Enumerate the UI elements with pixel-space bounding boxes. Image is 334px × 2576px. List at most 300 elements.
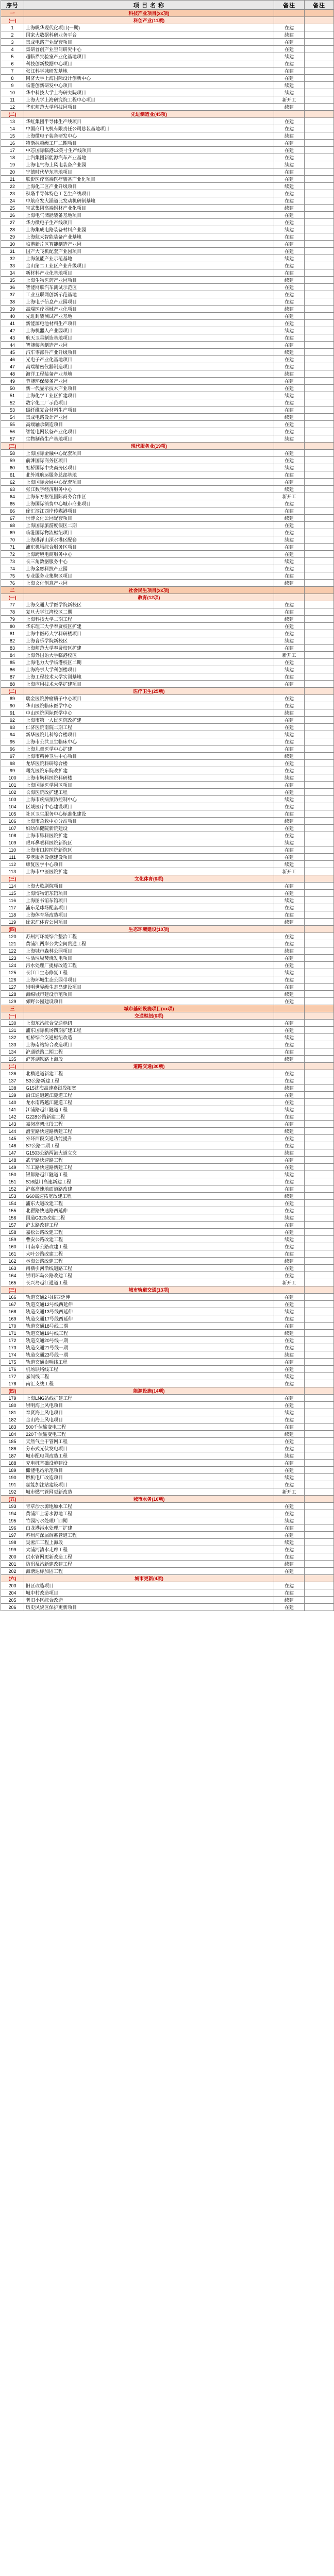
table-row [1,1597,334,1604]
row-number: 195 [1,1517,24,1524]
table-row [1,709,334,717]
project-name: 轨道交通17号线西延伸 [24,1315,274,1323]
row-number: 76 [1,580,24,587]
project-name: 上海市中医医院扩建 [24,868,274,875]
table-row [1,1409,334,1416]
project-name: 国道G320改建工程 [24,1214,274,1222]
row-number: 153 [1,1193,24,1200]
project-remark [305,464,334,471]
project-name: 瑞金医院肿瘤质子中心项目 [24,695,274,702]
project-remark [305,1272,334,1279]
project-status: 在建 [274,1272,305,1279]
project-name: 仁济医院南院二期工程 [24,724,274,731]
table-row [1,1258,334,1265]
row-number: 48 [1,370,24,378]
project-status: 在建 [274,479,305,486]
row-number: 94 [1,731,24,738]
category-row [1,1012,334,1020]
project-status: 续建 [274,616,305,623]
project-remark [305,1250,334,1258]
project-remark [305,1099,334,1106]
project-remark [305,212,334,219]
table-row [1,39,334,46]
row-number: 173 [1,1344,24,1351]
project-remark [305,955,334,962]
project-name: 华东师范大学科技园项目 [24,104,274,111]
row-number: 86 [1,666,24,673]
row-number: 162 [1,1258,24,1265]
project-status: 续建 [274,536,305,544]
project-name: 曹安公路改建工程 [24,1236,274,1243]
project-status: 在建 [274,825,305,832]
table-row [1,1380,334,1387]
project-remark [305,1200,334,1207]
project-name: 高端轴承制造项目 [24,421,274,428]
table-row [1,60,334,67]
project-status: 在建 [274,601,305,608]
table-row [1,190,334,197]
project-remark [305,277,334,284]
project-remark [305,1589,334,1597]
project-name: 上海电气海上风电装备产业园 [24,161,274,168]
row-number: 174 [1,1351,24,1359]
table-row [1,1431,334,1438]
project-status: 在建 [274,168,305,176]
category-project-status [274,111,305,118]
category-row-number: (三) [1,1286,24,1294]
table-row [1,1373,334,1380]
project-name: 世博文化公园配套项目 [24,515,274,522]
category-row [1,111,334,118]
project-status: 在建 [274,976,305,984]
project-name: 上海外国语大学临港校区 [24,652,274,659]
project-name: 上海市急救中心分站项目 [24,818,274,825]
project-status: 在建 [274,233,305,241]
table-row [1,810,334,818]
project-name: 特斯拉超级工厂二期项目 [24,140,274,147]
project-remark [305,262,334,269]
project-remark [305,551,334,558]
table-row [1,1330,334,1337]
project-remark [305,1128,334,1135]
row-number: 189 [1,1467,24,1474]
table-row [1,803,334,810]
project-name: 大叶公路改建工程 [24,1250,274,1258]
row-number: 54 [1,414,24,421]
row-number: 135 [1,1056,24,1063]
project-remark [305,298,334,306]
category-project-remark [305,17,334,24]
project-status: 续建 [274,1517,305,1524]
project-status: 续建 [274,1597,305,1604]
project-status: 续建 [274,1193,305,1200]
project-name: 复旦大学江湾校区二期 [24,608,274,616]
project-name: 汽车零部件产业升级项目 [24,349,274,356]
table-row [1,291,334,298]
table-row [1,940,334,947]
project-name: 浦东大道改建工程 [24,1200,274,1207]
project-status: 续建 [274,1171,305,1178]
project-name: 妇幼保健院新院建设 [24,825,274,832]
project-status: 在建 [274,1423,305,1431]
category-row-number: (三) [1,443,24,450]
project-remark [305,96,334,104]
table-row [1,1474,334,1481]
row-number: 7 [1,67,24,75]
project-status: 续建 [274,1056,305,1063]
project-remark [305,269,334,277]
project-name: 上海化工区产业升级项目 [24,183,274,190]
row-number: 14 [1,125,24,132]
table-row [1,702,334,709]
row-number: 38 [1,298,24,306]
project-name: 上海文化创意产业园 [24,580,274,587]
project-status: 在建 [274,1099,305,1106]
project-remark [305,774,334,782]
project-status: 在建 [274,197,305,205]
project-remark [305,1402,334,1409]
table-row [1,984,334,991]
project-remark [305,659,334,666]
table-row [1,500,334,507]
table-row [1,161,334,168]
project-name: 高端医疗器械产业化项目 [24,306,274,313]
project-remark [305,1423,334,1431]
row-number: 37 [1,291,24,298]
table-row [1,919,334,926]
header-number: 序号 [1,1,24,10]
project-status: 在建 [274,1048,305,1056]
row-number: 2 [1,31,24,39]
project-status: 在建 [274,1315,305,1323]
project-remark [305,1142,334,1149]
table-row [1,818,334,825]
table-row [1,1395,334,1402]
project-status: 新开工 [274,652,305,659]
table-row [1,385,334,392]
row-number: 57 [1,435,24,443]
project-remark [305,998,334,1005]
project-name: 社区卫生服务中心标准化建设 [24,810,274,818]
table-row [1,414,334,421]
section-project-remark [305,1005,334,1012]
row-number: 71 [1,544,24,551]
table-row [1,558,334,565]
table-row [1,1445,334,1452]
project-remark [305,356,334,363]
project-remark [305,1207,334,1214]
project-status: 续建 [274,947,305,955]
project-status: 续建 [274,31,305,39]
project-status: 续建 [274,919,305,926]
project-name: 银都路越江隧道工程 [24,1171,274,1178]
project-remark [305,745,334,753]
project-status: 在建 [274,717,305,724]
row-number: 15 [1,132,24,140]
project-remark [305,1070,334,1077]
table-row [1,580,334,587]
category-project-status [274,1063,305,1070]
project-status: 续建 [274,1308,305,1315]
row-number: 117 [1,904,24,911]
project-status: 在建 [274,659,305,666]
row-number: 24 [1,197,24,205]
project-name: 吴淞江工程上海段 [24,1539,274,1546]
project-status: 在建 [274,645,305,652]
project-remark [305,1359,334,1366]
section-row [1,10,334,17]
project-name: 充电桩基础设施建设 [24,1460,274,1467]
row-number: 171 [1,1330,24,1337]
project-name: 中芯国际临港12英寸生产线项目 [24,147,274,154]
category-project-name: 城市更新(4项) [24,1575,274,1582]
row-number: 188 [1,1460,24,1467]
project-status: 在建 [274,1135,305,1142]
project-status: 续建 [274,435,305,443]
project-status: 新开工 [274,868,305,875]
table-row [1,767,334,774]
category-row [1,1496,334,1503]
row-number: 198 [1,1539,24,1546]
project-name: 江浦路越江隧道工程 [24,1106,274,1113]
project-name: 上海微电子装备研发中心 [24,132,274,140]
row-number: 93 [1,724,24,731]
row-number: 59 [1,457,24,464]
project-status: 在建 [274,1301,305,1308]
project-remark [305,789,334,796]
table-row [1,1048,334,1056]
category-row-number: (一) [1,1012,24,1020]
category-project-remark [305,1387,334,1395]
project-name: 上海电气储能装备基地项目 [24,212,274,219]
project-status: 在建 [274,681,305,688]
project-remark [305,897,334,904]
row-number: 31 [1,248,24,255]
project-name: 区域医疗中心建设项目 [24,803,274,810]
table-row [1,673,334,681]
row-number: 182 [1,1416,24,1423]
project-status: 在建 [274,702,305,709]
project-name: 黄浦江上游水源地工程 [24,1510,274,1517]
project-remark [305,486,334,493]
project-status: 在建 [274,1164,305,1171]
table-row [1,623,334,630]
row-number: 205 [1,1597,24,1604]
table-row [1,104,334,111]
table-row [1,183,334,190]
project-remark [305,709,334,717]
project-remark [305,507,334,515]
row-number: 163 [1,1265,24,1272]
row-number: 158 [1,1229,24,1236]
row-number: 201 [1,1561,24,1568]
project-status: 在建 [274,125,305,132]
project-name: 海塘达标加固工程 [24,1568,274,1575]
project-remark [305,839,334,846]
project-name: 燃机电厂改造项目 [24,1474,274,1481]
table-row [1,1092,334,1099]
project-remark [305,652,334,659]
row-number: 63 [1,486,24,493]
project-remark [305,695,334,702]
project-name: 500千伏输变电工程 [24,1423,274,1431]
project-status: 在建 [274,118,305,125]
project-status: 新开工 [274,96,305,104]
table-row [1,306,334,313]
project-status: 在建 [274,803,305,810]
project-remark [305,1229,334,1236]
project-status: 在建 [274,471,305,479]
table-row [1,1056,334,1063]
row-number: 144 [1,1128,24,1135]
category-project-status [274,688,305,695]
project-status: 在建 [274,190,305,197]
project-name: 上海大学上海研究院工程中心项目 [24,96,274,104]
project-status: 在建 [274,241,305,248]
row-number: 190 [1,1474,24,1481]
project-name: 生活垃圾焚烧发电项目 [24,955,274,962]
project-remark [305,1020,334,1027]
project-status: 续建 [274,327,305,334]
project-remark [305,818,334,825]
row-number: 58 [1,450,24,457]
project-name: 长三角数据服务中心 [24,558,274,565]
table-row [1,457,334,464]
project-remark [305,1553,334,1561]
project-name: 徐汇滨江西岸传媒港项目 [24,507,274,515]
row-number: 106 [1,818,24,825]
project-name: 上海儿童医学中心扩建 [24,745,274,753]
project-remark [305,1106,334,1113]
project-status: 在建 [274,1438,305,1445]
row-number: 123 [1,955,24,962]
project-remark [305,1135,334,1142]
project-status: 在建 [274,1380,305,1387]
project-remark [305,947,334,955]
project-status: 在建 [274,1121,305,1128]
project-remark [305,125,334,132]
project-status: 续建 [274,277,305,284]
project-name: 上海海事大学科创楼项目 [24,666,274,673]
project-name: 上海体育场改造项目 [24,911,274,919]
row-number: 25 [1,205,24,212]
table-row [1,1222,334,1229]
project-status: 在建 [274,1467,305,1474]
category-project-name: 文化体育(6项) [24,875,274,883]
table-body [1,10,334,1611]
project-remark [305,1041,334,1048]
row-number: 46 [1,356,24,363]
project-status: 在建 [274,529,305,536]
project-name: 集成电路产业配套项目 [24,39,274,46]
table-row [1,1582,334,1589]
category-project-name: 道路交通(30项) [24,1063,274,1070]
project-remark [305,1301,334,1308]
table-row [1,1135,334,1142]
table-row [1,421,334,428]
project-status: 在建 [274,846,305,854]
project-name: 沪太路改建工程 [24,1222,274,1229]
project-name: 中山医院国际医学中心 [24,709,274,717]
table-row [1,132,334,140]
section-project-status [274,1005,305,1012]
category-project-status [274,594,305,601]
table-row [1,717,334,724]
table-row [1,399,334,406]
project-name: 智能装备制造产业园 [24,342,274,349]
project-status: 续建 [274,796,305,803]
project-status: 在建 [274,1510,305,1517]
category-project-remark [305,1496,334,1503]
project-status: 在建 [274,1546,305,1553]
project-status: 续建 [274,89,305,96]
project-status: 在建 [274,363,305,370]
project-status: 在建 [274,724,305,731]
project-remark [305,1258,334,1265]
project-name: 上海帆华现代化项目(一期) [24,24,274,31]
project-status: 续建 [274,1351,305,1359]
project-status: 在建 [274,572,305,580]
project-name: 上汽集团新能源汽车产业基地 [24,154,274,161]
project-name: 分布式光伏发电项目 [24,1445,274,1452]
project-name: 上海中医药大学科研楼项目 [24,630,274,637]
project-name: 龙水南路越江隧道工程 [24,1099,274,1106]
project-remark [305,1236,334,1243]
category-row [1,1575,334,1582]
table-row [1,1106,334,1113]
project-remark [305,479,334,486]
row-number: 65 [1,500,24,507]
table-row [1,659,334,666]
row-number: 69 [1,529,24,536]
row-number: 118 [1,911,24,919]
table-row [1,515,334,522]
row-number: 5 [1,53,24,60]
row-number: 127 [1,984,24,991]
project-status: 续建 [274,558,305,565]
project-name: 眼耳鼻喉科医院新院区 [24,839,274,846]
row-number: 109 [1,839,24,846]
project-name: 轨道交通2号线西延伸 [24,1294,274,1301]
project-status: 续建 [274,370,305,378]
table-row [1,269,334,277]
project-status: 在建 [274,450,305,457]
section-row-number: 二 [1,587,24,594]
project-remark [305,147,334,154]
row-number: 119 [1,919,24,926]
project-name: 虹桥综合交通枢纽改造 [24,1034,274,1041]
table-row [1,883,334,890]
project-name: 沪通铁路二期工程 [24,1048,274,1056]
project-remark [305,24,334,31]
table-row [1,255,334,262]
row-number: 23 [1,190,24,197]
project-status: 在建 [274,1503,305,1510]
project-name: 新材料产业化基地项目 [24,269,274,277]
project-status: 在建 [274,1568,305,1575]
category-row-number: (六) [1,1575,24,1582]
project-name: 青草沙水源地原水工程 [24,1503,274,1510]
table-row [1,529,334,536]
project-remark [305,1315,334,1323]
project-name: 供水管网更新改造工程 [24,1553,274,1561]
table-row [1,125,334,132]
project-remark [305,1532,334,1539]
category-row-number: (二) [1,688,24,695]
row-number: 122 [1,947,24,955]
row-number: 72 [1,551,24,558]
project-remark [305,1597,334,1604]
